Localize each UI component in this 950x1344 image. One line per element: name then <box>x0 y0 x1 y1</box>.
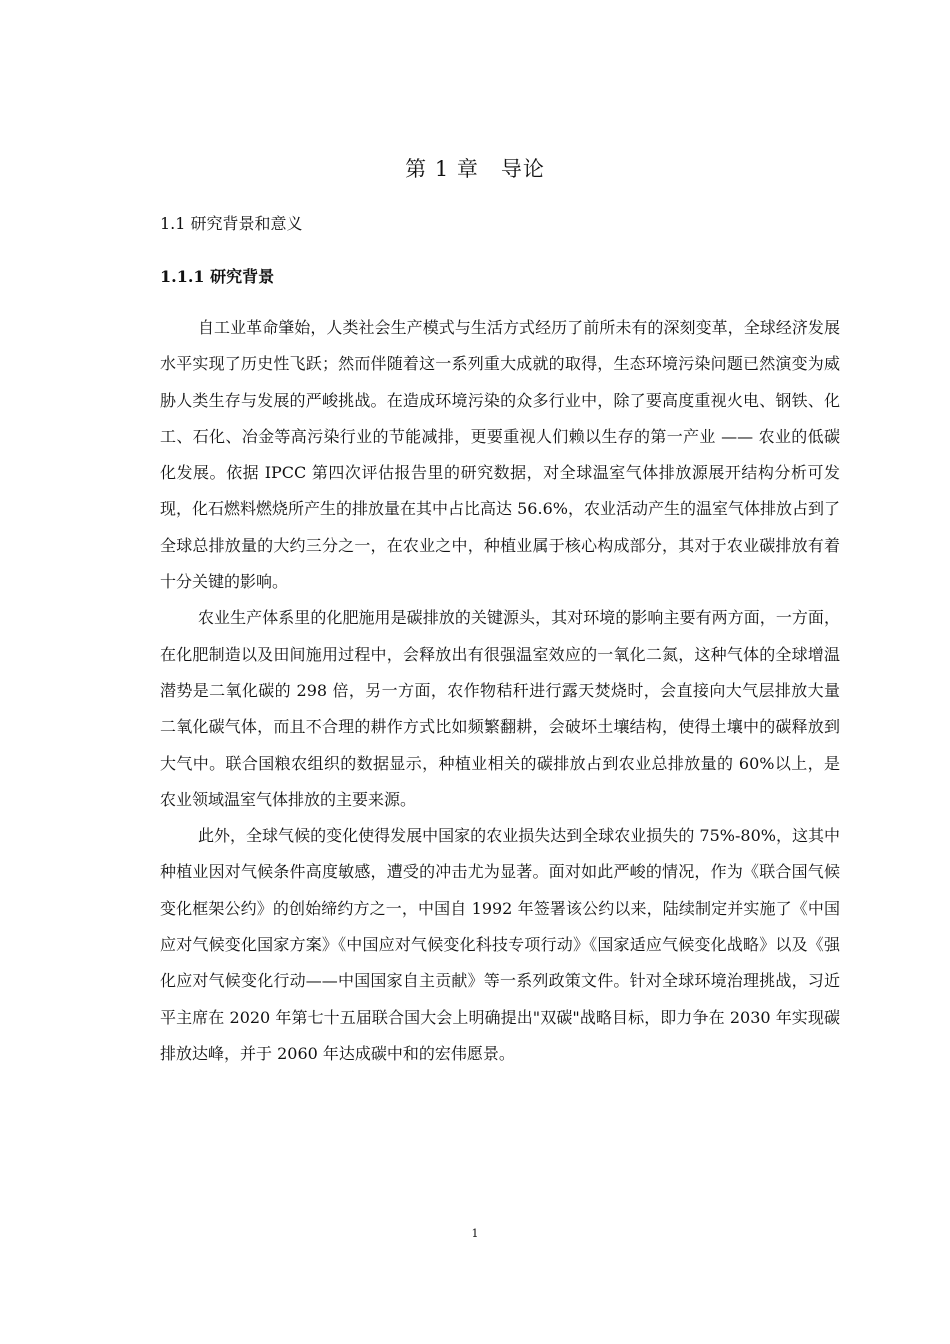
paragraph: 农业生产体系里的化肥施用是碳排放的关键源头，其对环境的影响主要有两方面，一方面，在化肥制造以及田间施用过程中，会释放出有很强温室效应的一氧化二氮，这种气体的全球增温潜势是二氧化碳的 298 倍，另一方面，农作物秸秆进行露天焚烧时，会直接向大气层排放大量二氧化碳气体，而且不合理的耕作方式比如频繁翻耕，会破坏土壤结构，使得土壤中的碳释放到大气中。联合国粮农组织的数据显示，种植业相关的碳排放占到农业总排放量的 60%以上，是农业领域温室气体排放的主要来源。 <box>160 608 840 809</box>
subsection-heading: 1.1.1 研究背景 <box>160 267 275 286</box>
paragraph: 此外，全球气候的变化使得发展中国家的农业损失达到全球农业损失的 75%-80%，这其中种植业因对气候条件高度敏感，遭受的冲击尤为显著。面对如此严峻的情况，作为《联合国气候变化框架公约》的创始缔约方之一，中国自 1992 年签署该公约以来，陆续制定并实施了《中国应对气候变化国家方案》《中国应对气候变化科技专项行动》《国家适应气候变化战略》以及《强化应对气候变化行动——中国国家自主贡献》等一系列政策文件。针对全球环境治理挑战，习近平主席在 2020 年第七十五届联合国大会上明确提出"双碳"战略目标，即力争在 2030 年实现碳排放达峰，并于 2060 年达成碳中和的宏伟愿景。 <box>160 826 840 1063</box>
page-number: 1 <box>471 1227 479 1240</box>
section-heading: 1.1 研究背景和意义 <box>160 214 303 233</box>
body-text <box>160 310 840 1072</box>
paragraph: 自工业革命肇始，人类社会生产模式与生活方式经历了前所未有的深刻变革，全球经济发展水平实现了历史性飞跃；然而伴随着这一系列重大成就的取得，生态环境污染问题已然演变为威胁人类生存与发展的严峻挑战。在造成环境污染的众多行业中，除了要高度重视火电、钢铁、化工、石化、冶金等高污染行业的节能减排，更要重视人们赖以生存的第一产业 —— 农业的低碳化发展。依据 IPCC 第四次评估报告里的研究数据，对全球温室气体排放源展开结构分析可发现，化石燃料燃烧所产生的排放量在其中占比高达 56.6%，农业活动产生的温室气体排放占到了全球总排放量的大约三分之一，在农业之中，种植业属于核心构成部分，其对于农业碳排放有着十分关键的影响。 <box>160 318 840 592</box>
chapter-title: 第 1 章 导论 <box>405 157 545 181</box>
